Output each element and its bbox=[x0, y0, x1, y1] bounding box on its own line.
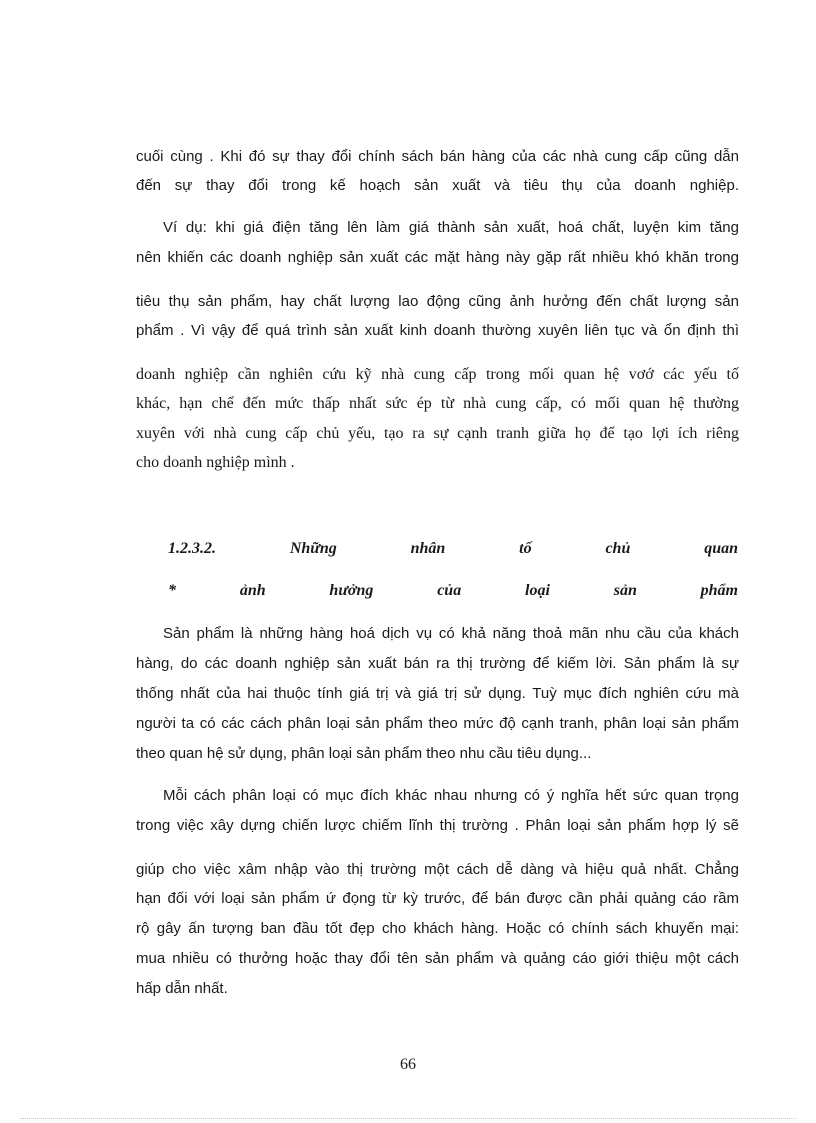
paragraph-line: Sản phẩm là những hàng hoá dịch vụ có khả năng thoả mãn nhu cầu của khách bbox=[163, 625, 739, 642]
paragraph-line: giúp cho việc xâm nhập vào thị trường một cách dễ dàng và hiệu quả nhất. Chẳng bbox=[136, 861, 739, 878]
paragraph-line: cuối cùng . Khi đó sự thay đổi chính sách bán hàng của các nhà cung cấp cũng dẫn bbox=[136, 148, 739, 165]
paragraph-line: doanh nghiệp cần nghiên cứu kỹ nhà cung cấp trong mối quan hệ vơớ các yếu tố bbox=[136, 366, 739, 383]
paragraph-line: hấp dẫn nhất. bbox=[136, 980, 228, 997]
paragraph-line: Ví dụ: khi giá điện tăng lên làm giá thành sản xuất, hoá chất, luyện kim tăng bbox=[163, 219, 739, 236]
paragraph-line: khác, hạn chế đến mức thấp nhất sức ép từ nhà cung cấp, có mối quan hệ thường bbox=[136, 395, 739, 412]
paragraph-line: hàng, do các doanh nghiệp sản xuất bán ra thị trường để kiếm lời. Sản phẩm là sự bbox=[136, 655, 739, 672]
paragraph-line: xuyên với nhà cung cấp chủ yếu, tạo ra sự cạnh tranh giữa họ để tạo lợi ích riêng bbox=[136, 425, 739, 442]
paragraph-line: tiêu thụ sản phẩm, hay chất lượng lao động cũng ảnh hưởng đến chất lượng sản bbox=[136, 293, 739, 310]
paragraph-line: Mỗi cách phân loại có mục đích khác nhau nhưng có ý nghĩa hết sức quan trọng bbox=[163, 787, 739, 804]
paragraph-line: theo quan hệ sử dụng, phân loại sản phẩm theo nhu cầu tiêu dụng... bbox=[136, 745, 592, 762]
paragraph-line: thống nhất của hai thuộc tính giá trị và giá trị sử dụng. Tuỳ mục đích nghiên cứu mà bbox=[136, 685, 739, 702]
paragraph-line: đến sự thay đổi trong kế hoạch sản xuất và tiêu thụ của doanh nghiệp. bbox=[136, 177, 739, 194]
paragraph-line: hạn đối với loại sản phẩm ứ đọng từ kỳ trước, để bán được cần phải quảng cáo rầm bbox=[136, 890, 739, 907]
paragraph-line: trong việc xây dựng chiến lược chiếm lĩnh thị trường . Phân loại sản phẩm hợp lý sẽ bbox=[136, 817, 739, 834]
paragraph-line: nên khiến các doanh nghiệp sản xuất các mặt hàng này gặp rất nhiều khó khăn trong bbox=[136, 249, 739, 266]
page-number: 66 bbox=[400, 1056, 416, 1073]
paragraph-line: rộ gây ấn tượng ban đầu tốt đẹp cho khách hàng. Hoặc có chính sách khuyến mại: bbox=[136, 920, 739, 937]
paragraph-line: phẩm . Vì vậy để quá trình sản xuất kinh doanh thường xuyên liên tục và ổn định thì bbox=[136, 322, 739, 339]
section-heading: 1.2.3.2. Những nhân tố chủ quan bbox=[168, 540, 738, 557]
subsection-heading: * ảnh hưởng của loại sản phẩm bbox=[168, 582, 738, 599]
paragraph-line: cho doanh nghiệp mình . bbox=[136, 454, 295, 471]
page-bottom-rule bbox=[20, 1118, 796, 1119]
paragraph-line: người ta có các cách phân loại sản phẩm theo mức độ cạnh tranh, phân loại sản phẩm bbox=[136, 715, 739, 732]
paragraph-line: mua nhiều có thưởng hoặc thay đổi tên sản phẩm và quảng cáo giới thiệu một cách bbox=[136, 950, 739, 967]
